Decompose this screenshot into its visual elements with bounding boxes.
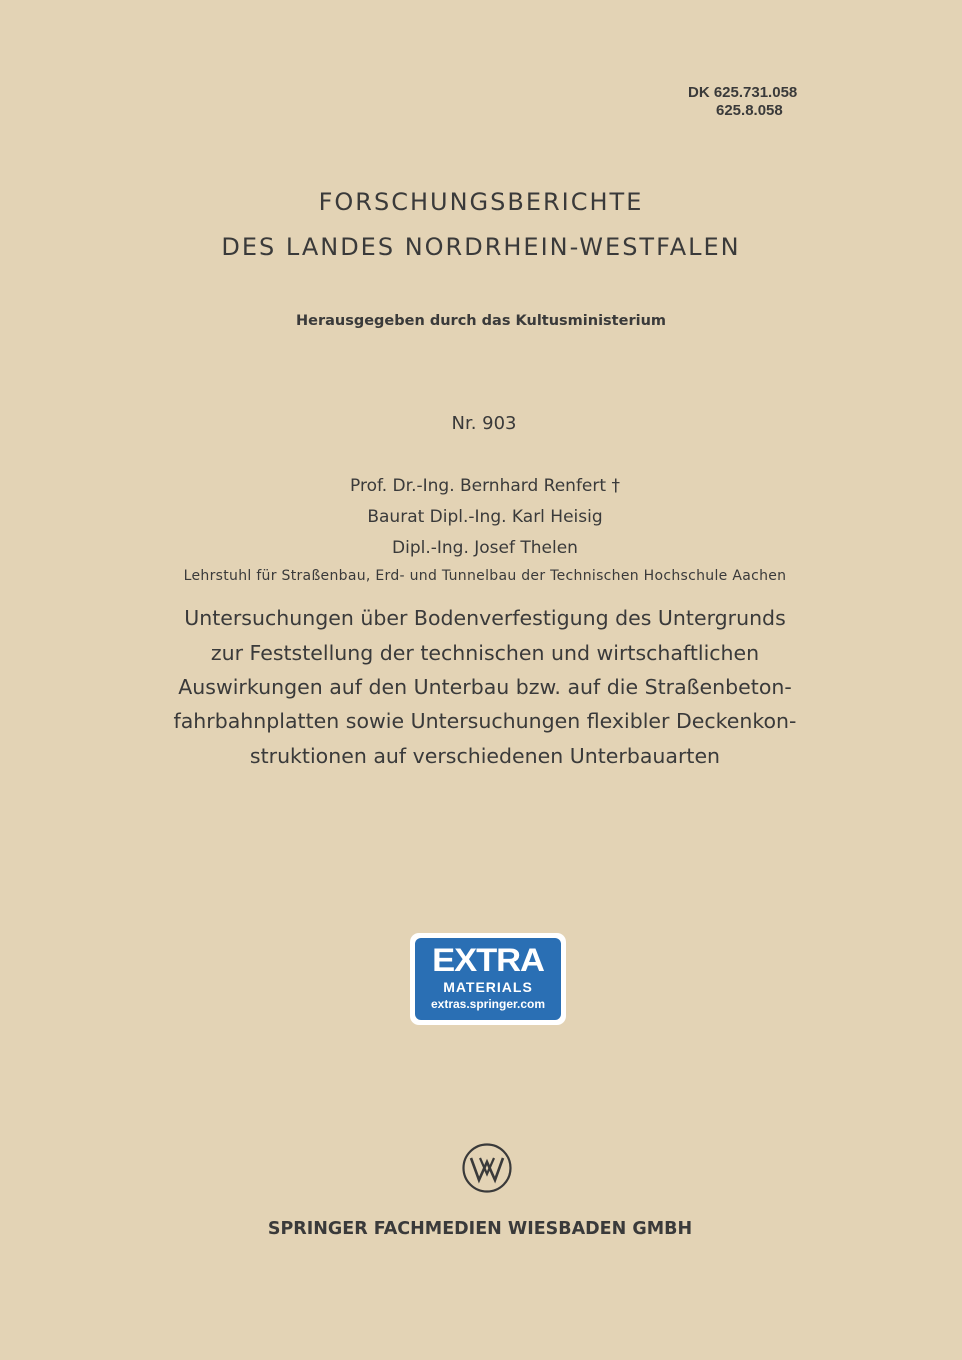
extra-word: EXTRA	[432, 942, 544, 978]
title-line-2: zur Feststellung der technischen und wirtschaftlichen	[210, 641, 760, 665]
author-3: Dipl.-Ing. Josef Thelen	[392, 538, 578, 558]
author-1: Prof. Dr.-Ing. Bernhard Renfert †	[350, 476, 620, 496]
materials-word: MATERIALS	[443, 979, 533, 995]
extra-materials-badge-inner	[415, 938, 561, 1020]
institute: Lehrstuhl für Straßenbau, Erd- und Tunnelbau der Technischen Hochschule Aachen	[183, 568, 787, 584]
author-2: Baurat Dipl.-Ing. Karl Heisig	[367, 507, 603, 527]
title-line-1: Untersuchungen über Bodenverfestigung des Untergrunds	[184, 606, 786, 630]
series-title-line-2: DES LANDES NORDRHEIN-WESTFALEN	[221, 233, 741, 261]
classification-line-1: DK 625.731.058	[688, 84, 798, 101]
title-line-5: struktionen auf verschiedenen Unterbauarten	[249, 744, 721, 768]
series-title-line-1: FORSCHUNGSBERICHTE	[318, 188, 644, 216]
extra-materials-badge[interactable]	[410, 933, 566, 1025]
springer-wv-logo-icon	[461, 1142, 513, 1194]
extra-url: extras.springer.com	[430, 997, 546, 1011]
title-line-4: fahrbahnplatten sowie Untersuchungen flexibler Deckenkon-	[173, 709, 797, 733]
publisher-imprint: SPRINGER FACHMEDIEN WIESBADEN GMBH	[267, 1219, 693, 1239]
publisher-note: Herausgegeben durch das Kultusministerium	[295, 313, 666, 329]
title-line-3: Auswirkungen auf den Unterbau bzw. auf die Straßenbeton-	[178, 675, 792, 699]
report-number: Nr. 903	[451, 413, 517, 434]
classification-line-2: 625.8.058	[716, 102, 783, 119]
classification-number	[688, 84, 828, 120]
